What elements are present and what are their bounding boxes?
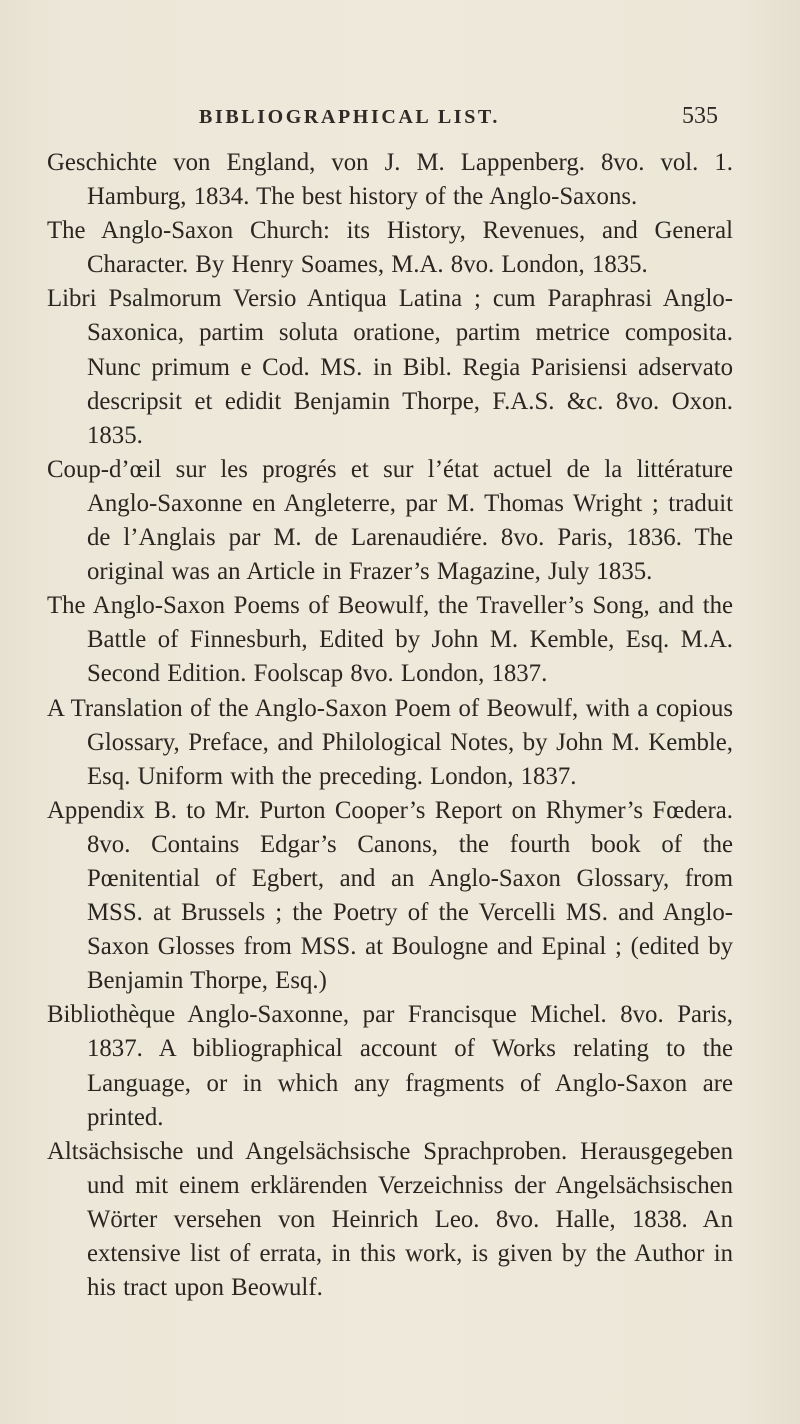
bibliography-entry-psalmorum: Libri Psalmorum Versio Antiqua Latina ; cum Paraphrasi Anglo-Saxonica, partim soluta oratione, partim metrice composita. Nunc primum e Cod. MS. in Bibl. Regia Parisiensi adservato descripsit et edidit Benjamin Thorpe, F.A.S. &c. 8vo. Oxon. 1835. — [47, 285, 733, 449]
bibliography-entry-coup-doeil: Coup-d’œil sur les progrés et sur l’état actuel de la littérature Anglo-Saxonne en Angleterre, par M. Thomas Wright ; traduit de l’Anglais par M. de Larenaudiére. 8vo. Paris, 1836. The original was an Article in Frazer’s Magazine, July 1835. — [47, 455, 733, 586]
bibliography-entry-beowulf-poems: The Anglo-Saxon Poems of Beowulf, the Traveller’s Song, and the Battle of Finnesburh, Edited by John M. Kemble, Esq. M.A. Second Edition. Foolscap 8vo. London, 1837. — [47, 592, 733, 688]
bibliography-entry-appendix-b: Appendix B. to Mr. Purton Cooper’s Report on Rhymer’s Fœdera. 8vo. Contains Edgar’s Canons, the fourth book of the Pœnitential of Egbert, and an Anglo-Saxon Glossary, from MSS. at Brussels ; the Poetry of the Vercelli MS. and Anglo-Saxon Glosses from MSS. at Boulogne and Epinal ; (edited by Benjamin Thorpe, Esq.) — [47, 796, 733, 995]
bibliography-entry-altsachsische: Altsächsische und Angelsächsische Sprachproben. Herausgegeben und mit einem erklärenden Verzeichniss der Angelsächsischen Wörter versehen von Heinrich Leo. 8vo. Halle, 1838. An extensive list of errata, in this work, is given by the Author in his tract upon Beowulf. — [47, 1137, 733, 1302]
bibliography-list — [47, 146, 733, 1305]
running-head — [0, 103, 800, 136]
bibliography-entry-beowulf-translation: A Translation of the Anglo-Saxon Poem of Beowulf, with a copious Glossary, Preface, and Philological Notes, by John M. Kemble, Esq. Uniform with the preceding. London, 1837. — [47, 694, 733, 790]
bibliography-entry-bibliotheque: Bibliothèque Anglo-Saxonne, par Francisque Michel. 8vo. Paris, 1837. A bibliographical account of Works relating to the Language, or in which any fragments of Anglo-Saxon are printed. — [47, 1001, 733, 1131]
page-number: 535 — [682, 103, 718, 129]
bibliography-entry-soames: The Anglo-Saxon Church: its History, Revenues, and General Character. By Henry Soames, M.A. 8vo. London, 1835. — [47, 217, 733, 279]
running-title: BIBLIOGRAPHICAL LIST. — [199, 106, 500, 128]
bibliography-entry-lappenberg: Geschichte von England, von J. M. Lappenberg. 8vo. vol. 1. Hamburg, 1834. The best history of the Anglo-Saxons. — [47, 149, 733, 211]
